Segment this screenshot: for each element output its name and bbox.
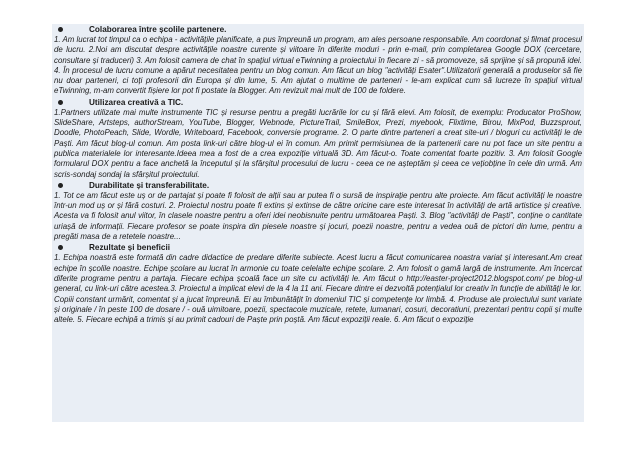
section-heading [52, 242, 584, 253]
section-paragraph: 1. Tot ce am făcut este uș or de partajat și poate fi folosit de alții sau ar putea fi o sursă de inspirație pentru alte proiecte. Am făcut activități le noastre într-un mod uș or și fără costuri. 2. Proiectul nostru poate fi extins și extinse de către oricine care este interesat în activități de artă artistice și creative. Acesta va fi folosit anul viitor, în clasele noastre pentru a oferi idei neobisnuite pentru următoarea Paști. 3. Blog "activități de Paști", conține o cantitate uriașă de informații. Fiecare profesor se poate inspira din piesele noastre și jocuri, poezii noastre, pentru a vedea ouă de pictori din lume, pentru a pregăti masa de a retetele noastre... [54, 190, 582, 242]
heading-text: Durabilitate și transferabilitate. [89, 180, 210, 190]
section-paragraph: 1.Partners utilizate mai multe instrumente TIC și resurse pentru a pregăti lucrările lor cu și fără elevi. Am folosit, de exemplu: Producator ProShow, SlideShare, Artsteps, authorStream, YouTube, Blogger, Webnode, PictureTrail, SmileBox, Prezi, myebook, Flixtime, Birou, MixPod, Buzzsprout, Doodle, PhotoPeach, Slide, Wordle, Writeboard, Facebook, conversie programe. 2. O parte dintre parteneri a creat site-uri / bloguri cu activități le de Paști. Am făcut blog-ul comun. Am posta link-uri către blog-ul ei în comun. Am primit permisiunea de la partenerii care nu pot face un site pentru a publica materialele lor interesante.Ideea mea a fost de a crea expoziție virtuală 3D. Am făcut-o. Toate comentat foarte pozitiv. 3. Am folosit Google formularul DOX pentru a face anchetă la începutul și la sfârșitul procesului de lucru - ceea ce ne așteptăm și ceea ce vețiobține în cele din urmă. Am scris-sondaj sondaj la sfârșitul proiectului. [54, 107, 582, 179]
section-ict-use [52, 97, 584, 180]
section-collaboration [52, 24, 584, 97]
bullet-icon [58, 100, 63, 105]
bullet-icon [58, 27, 63, 32]
document-body [52, 24, 584, 422]
section-results [52, 242, 584, 325]
section-heading [52, 180, 584, 191]
heading-text: Utilizarea creativă a TIC. [89, 97, 184, 107]
bullet-icon [58, 183, 63, 188]
heading-text: Rezultate și beneficii [89, 243, 170, 253]
section-paragraph: 1. Echipa noastră este formată din cadre didactice de predare diferite subiecte. Acest lucru a făcut comunicarea noastra variat și interesant.Am creat echipe în școlile noastre. Echipe școlare au lucrat în armonie cu toate celelalte echipe școlare. 2. Am folosit o gamă largă de instrumente. Am încercat diferite programe pentru a partaja. Fiecare echipa școală face un site cu activități le. Am făcut o http://easter-project2012.blogspot.com/ pe blog-ul general, cu link-uri către acestea.3. Proiectul a implicat elevi de la 4 la 11 ani. Fiecare dintre ei dezvoltă potențialul lor creativ în funcție de abilități le lor. Copiii constant urmărit, comentat și a jucat împreună. Ei au îmbunătățit în domeniul TIC și competențe lor limbă. 4. Produse ale proiectului sunt variate și originale / în peste 100 de dosare / - ouă uimitoare, poezii, spectacole muzicale, retete, lumanari, cosuri, decoratiuni, prezentari pentru copii și multe altele. 5. Fiecare echipă a trimis și au primit cadouri de Paște prin poștă. Am făcut expoziții reale. 6. Am făcut o expoziție [54, 253, 582, 325]
section-heading [52, 97, 584, 108]
heading-text: Colaborarea între școlile partenere. [89, 25, 227, 34]
section-heading [52, 24, 584, 35]
section-sustainability [52, 180, 584, 242]
section-paragraph: 1. Am lucrat tot timpul ca o echipa - activitățile planificate, a pus împreună un program, am ales persoane responsabile. Am coordonat și filmat procesul de lucru. 2.Noi am discutat despre activitățile noastre curente și viitoare în diferite moduri - prin e-mail, prin completarea Google DOX (cercetare, consultare și traduceri) 3. Am folosit camera de chat în spațiul virtual eTwinning a proiectului în fiecare zi - să promoveze, să sprijine și să propună idei. 4. În procesul de lucru comune a apărut necesitatea pentru un blog comun. Am făcut un blog "activități Esater".Utilizatorii generală a produselor să fie nu doar parteneri, ci toți profesorii din Europa și din lume, 5. Am ajutat o multime de parteneri - le-am explicat cum să lucreze în spațiul virtual eTwinning, m-am convertit fișiere lor pot fi postate la Blogger. Am revizuit mai mult de 100 de foldere. [54, 35, 582, 96]
bullet-icon [58, 245, 63, 250]
